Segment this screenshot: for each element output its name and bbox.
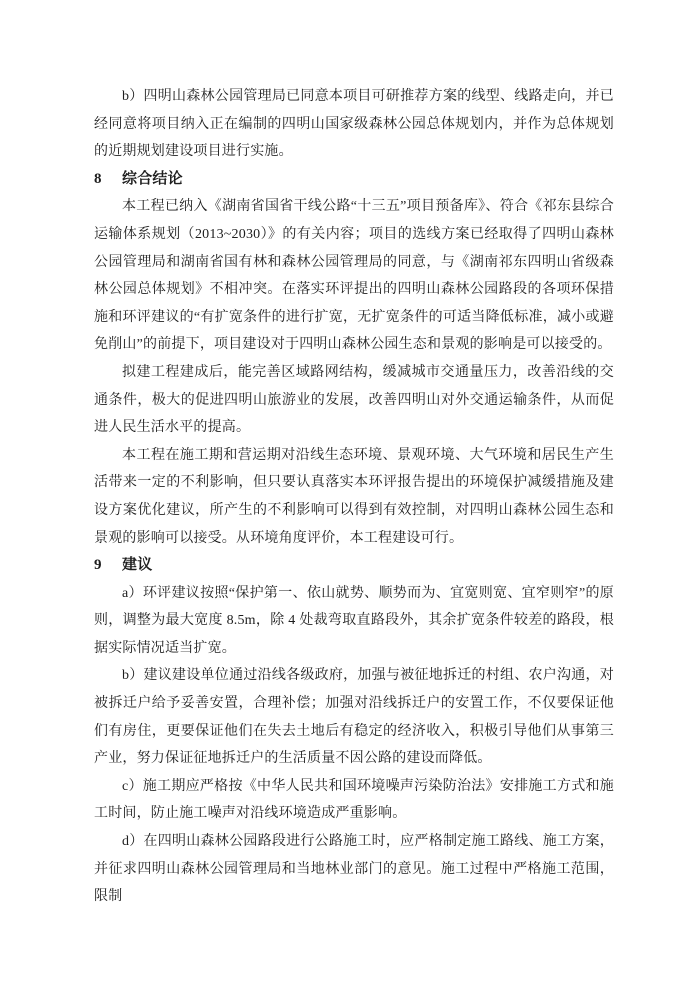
section8-paragraph-3: 本工程在施工期和营运期对沿线生态环境、景观环境、大气环境和居民生产生活带来一定的不利影响，但只要认真落实本环评报告提出的环境保护减缓措施及建设方案优化建议，所产生的不利影响可以得到有效控制，对四明山森林公园生态和景观的影响可以接受。从环境角度评价，本工程建设可行。 (94, 447, 614, 546)
section8-paragraph-2: 拟建工程建成后，能完善区域路网结构，缓减城市交通量压力，改善沿线的交通条件，极大的促进四明山旅游业的发展，改善四明山对外交通运输条件，从而促进人民生活水平的提高。 (94, 364, 614, 436)
document-content (94, 83, 614, 911)
section-number: 8 (94, 170, 102, 187)
section-title: 综合结论 (122, 170, 183, 187)
section-title: 建议 (122, 557, 153, 574)
section8-paragraph-1: 本工程已纳入《湖南省国省干线公路“十三五”项目预备库》、符合《祁东县综合运输体系规划（2013~2030）》的有关内容；项目的选线方案已经取得了四明山森林公园管理局和湖南省国有林和森林公园管理局的同意，与《湖南祁东四明山省级森林公园总体规划》不相冲突。在落实环评提出的四明山森林公园路段的各项环保措施和环评建议的“有扩宽条件的进行扩宽，无扩宽条件的可适当降低标准，减小或避免削山”的前提下，项目建设对于四明山森林公园生态和景观的影响是可以接受的。 (94, 199, 614, 353)
section-heading-8 (94, 166, 614, 194)
section-number: 9 (94, 557, 102, 574)
section9-item-a: a）环评建议按照“保护第一、依山就势、顺势而为、宜宽则宽、宜窄则窄”的原则，调整为最大宽度 8.5m，除 4 处裁弯取直路段外，其余扩宽条件较差的路段，根据实际情况适当扩宽。 (94, 585, 614, 656)
intro-paragraph: b）四明山森林公园管理局已同意本项目可研推荐方案的线型、线路走向，并已经同意将项目纳入正在编制的四明山国家级森林公园总体规划内，并作为总体规划的近期规划建设项目进行实施。 (94, 89, 614, 160)
section9-item-d: d）在四明山森林公园路段进行公路施工时，应严格制定施工路线、施工方案，并征求四明山森林公园管理局和当地林业部门的意见。施工过程中严格施工范围，限制 (94, 834, 614, 905)
section9-item-b: b）建议建设单位通过沿线各级政府，加强与被征地拆迁的村组、农户沟通，对被拆迁户给予妥善安置，合理补偿；加强对沿线拆迁户的安置工作，不仅要保证他们有房住，更要保证他们在失去土地后有稳定的经济收入，积极引导他们从事第三产业，努力保证征地拆迁户的生活质量不因公路的建设而降低。 (94, 668, 614, 767)
section-heading-9 (94, 552, 614, 580)
section9-item-c: c）施工期应严格按《中华人民共和国环境噪声污染防治法》安排施工方式和施工时间，防止施工噪声对沿线环境造成严重影响。 (94, 778, 614, 822)
